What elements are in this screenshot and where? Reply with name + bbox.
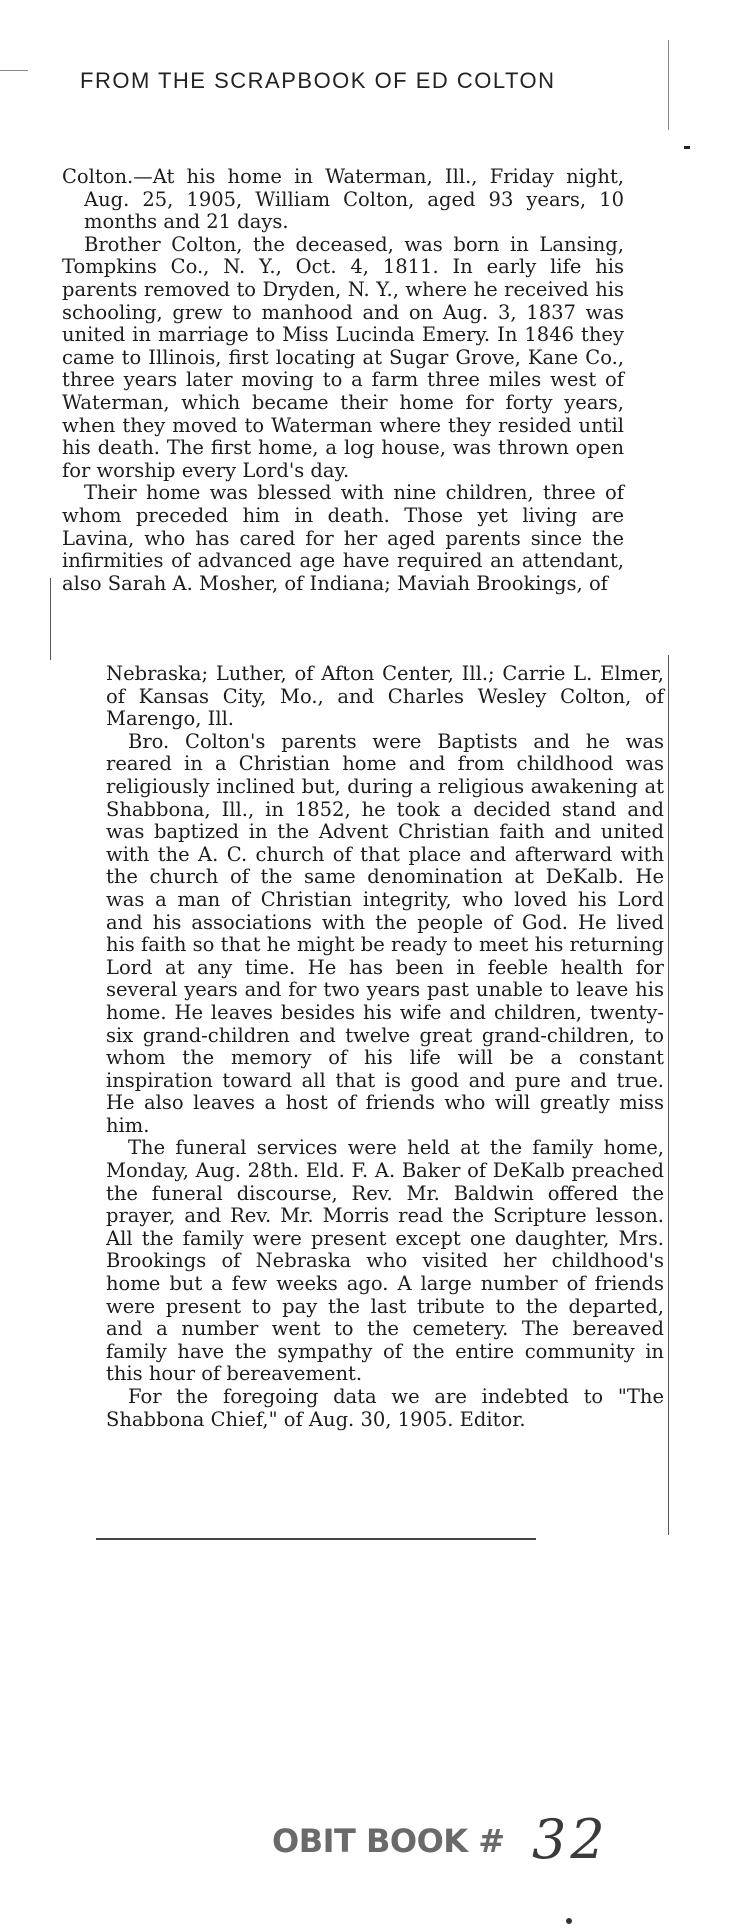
article-end-rule bbox=[96, 1538, 536, 1540]
edge-line-right bbox=[668, 40, 669, 130]
edge-tick bbox=[684, 146, 690, 149]
faith-paragraph: Bro. Colton's parents were Baptists and he was reared in a Christian home and from childhood was religiously inclined but, during a religious awakening at Shabbona, Ill., in 1852, he took a decided stand and was baptized in the Advent Christian faith and united with the A. C. church of that place and afterward with the church of the same denomination at DeKalb. He was a man of Christian integrity, who loved his Lord and his associations with the people of God. He lived his faith so that he might be ready to meet his returning Lord at any time. He has been in feeble health for several years and for two years past unable to leave his home. He leaves besides his wife and children, twenty-six grand-children and twelve great grand-children, to whom the memory of his life will be a constant inspiration toward all that is good and pure and true. He also leaves a host of friends who will greatly miss him. bbox=[106, 729, 664, 1137]
funeral-paragraph: The funeral services were held at the family home, Monday, Aug. 28th. Eld. F. A. Baker of DeKalb preached the funeral discourse, Rev. Mr. Baldwin offered the prayer, and Rev. Mr. Morris read the Scripture lesson. All the family were present except one daughter, Mrs. Brookings of Nebraska who visited her childhood's home but a few weeks ago. A large number of friends were present to pay the last tribute to the departed, and a number went to the cemetery. The bereaved family have the sympathy of the entire community in this hour of bereavement. bbox=[106, 1136, 664, 1386]
page-title: FROM THE SCRAPBOOK OF ED COLTON bbox=[80, 68, 556, 93]
article-column-2 bbox=[106, 663, 664, 1431]
handwritten-page-number: 32 bbox=[532, 1808, 609, 1871]
children-continued: Nebraska; Luther, of Afton Center, Ill.; Carrie L. Elmer, of Kansas City, Mo., and Charles Wesley Colton, of Marengo, Ill. bbox=[106, 662, 664, 731]
column-2-side-rule bbox=[668, 655, 669, 1535]
column-1-side-rule bbox=[50, 578, 51, 660]
article-column-1 bbox=[62, 166, 624, 595]
biography-paragraph: Brother Colton, the deceased, was born in Lansing, Tompkins Co., N. Y., Oct. 4, 1811. In early life his parents removed to Dryden, N. Y., where he received his schooling, grew to manhood and on Aug. 3, 1837 was united in marriage to Miss Lucinda Emery. In 1846 they came to Illinois, first locating at Sugar Grove, Kane Co., three years later moving to a farm three miles west of Waterman, which became their home for forty years, when they moved to Waterman where they resided until his death. The first home, a log house, was thrown open for worship every Lord's day. bbox=[62, 232, 624, 482]
children-paragraph: Their home was blessed with nine children, three of whom preceded him in death. Those yet living are Lavina, who has cared for her aged parents since the infirmities of advanced age have required an attendant, also Sarah A. Mosher, of Indiana; Maviah Brookings, of bbox=[62, 481, 624, 595]
obituary-opening: Colton.—At his home in Waterman, Ill., Friday night, Aug. 25, 1905, William Colton, aged 93 years, 10 months and 21 days. bbox=[62, 165, 624, 234]
ink-dot bbox=[566, 1918, 572, 1924]
acknowledgement-paragraph: For the foregoing data we are indebted to "The Shabbona Chief," of Aug. 30, 1905. Editor. bbox=[106, 1385, 664, 1431]
obit-book-stamp: OBIT BOOK # bbox=[272, 1822, 505, 1860]
edge-dash bbox=[0, 70, 28, 71]
